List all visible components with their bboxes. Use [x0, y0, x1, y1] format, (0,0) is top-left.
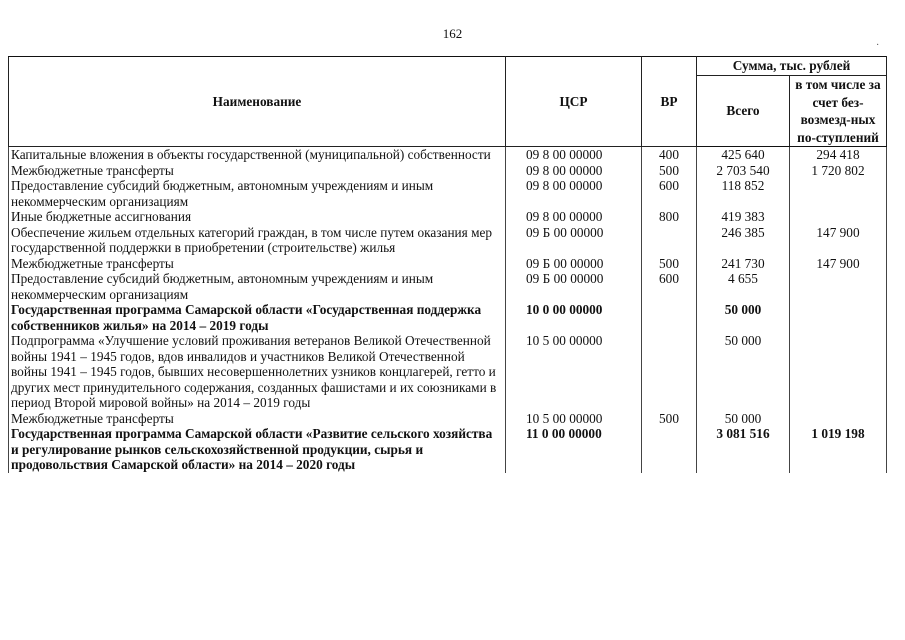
row-including [790, 302, 887, 333]
row-name: Государственная программа Самарской области «Развитие сельского хозяйства и регулирование рынков сельскохозяйственной продукции, сырья и продовольствия Самарской области» на 2014 – 2020 годы [9, 426, 506, 473]
row-including [790, 333, 887, 411]
table-row [9, 178, 887, 209]
row-name: Предоставление субсидий бюджетным, автономным учреждениям и иным некоммерческим организациям [9, 178, 506, 209]
row-including [790, 209, 887, 225]
row-total: 2 703 540 [697, 163, 790, 179]
header-vr: ВР [642, 57, 697, 147]
row-including: 294 418 [790, 147, 887, 163]
row-including: 1 019 198 [790, 426, 887, 473]
header-sum-group: Сумма, тыс. рублей [697, 57, 887, 76]
row-csr: 09 8 00 00000 [506, 163, 642, 179]
table-row [9, 333, 887, 411]
row-csr: 10 0 00 00000 [506, 302, 642, 333]
row-csr: 09 8 00 00000 [506, 178, 642, 209]
row-csr: 09 Б 00 00000 [506, 225, 642, 256]
budget-table [8, 56, 887, 473]
table-row [9, 302, 887, 333]
row-csr: 10 5 00 00000 [506, 411, 642, 427]
row-including [790, 271, 887, 302]
row-name: Капитальные вложения в объекты государственной (муниципальной) собственности [9, 147, 506, 163]
row-vr: 500 [642, 411, 697, 427]
row-csr: 11 0 00 00000 [506, 426, 642, 473]
row-csr: 09 Б 00 00000 [506, 271, 642, 302]
row-csr: 09 Б 00 00000 [506, 256, 642, 272]
page-number: 162 [442, 26, 463, 41]
table-row [9, 163, 887, 179]
row-vr [642, 302, 697, 333]
header-name: Наименование [9, 57, 506, 147]
row-name: Государственная программа Самарской области «Государственная поддержка собственников жилья» на 2014 – 2019 годы [9, 302, 506, 333]
header-including: в том числе за счет без-возмезд-ных по-ступлений [790, 76, 887, 147]
table-row [9, 426, 887, 473]
row-including [790, 411, 887, 427]
row-total: 3 081 516 [697, 426, 790, 473]
row-total: 425 640 [697, 147, 790, 163]
row-vr: 800 [642, 209, 697, 225]
table-row [9, 256, 887, 272]
table-row [9, 271, 887, 302]
header-total: Всего [697, 76, 790, 147]
table-row [9, 209, 887, 225]
row-vr [642, 225, 697, 256]
row-csr: 09 8 00 00000 [506, 209, 642, 225]
row-vr: 600 [642, 178, 697, 209]
row-including: 147 900 [790, 256, 887, 272]
header-csr: ЦСР [506, 57, 642, 147]
row-total: 246 385 [697, 225, 790, 256]
row-name: Обеспечение жильем отдельных категорий граждан, в том числе путем оказания мер государственной поддержки в приобретении (строительстве) жилья [9, 225, 506, 256]
row-name: Межбюджетные трансферты [9, 256, 506, 272]
table-body [9, 147, 887, 473]
row-name: Межбюджетные трансферты [9, 163, 506, 179]
row-name: Иные бюджетные ассигнования [9, 209, 506, 225]
table-row [9, 225, 887, 256]
row-total: 50 000 [697, 411, 790, 427]
row-total: 50 000 [697, 302, 790, 333]
row-vr: 500 [642, 163, 697, 179]
row-name: Подпрограмма «Улучшение условий проживания ветеранов Великой Отечественной войны 1941 – 1945 годов, вдов инвалидов и участников Великой Отечественной войны 1941 – 1945 годов, бывших несовершеннолетних узников концлагерей, гетто и других мест принудительного содержания, созданных фашистами и их союзниками в период Второй мировой войны» на 2014 – 2019 годы [9, 333, 506, 411]
row-including [790, 178, 887, 209]
row-vr: 400 [642, 147, 697, 163]
row-total: 118 852 [697, 178, 790, 209]
row-including: 1 720 802 [790, 163, 887, 179]
row-vr [642, 333, 697, 411]
row-csr: 10 5 00 00000 [506, 333, 642, 411]
row-total: 419 383 [697, 209, 790, 225]
row-csr: 09 8 00 00000 [506, 147, 642, 163]
row-total: 4 655 [697, 271, 790, 302]
row-vr: 600 [642, 271, 697, 302]
table-row [9, 147, 887, 163]
row-name: Предоставление субсидий бюджетным, автономным учреждениям и иным некоммерческим организациям [9, 271, 506, 302]
corner-mark: · [876, 40, 880, 51]
row-vr [642, 426, 697, 473]
table-row [9, 411, 887, 427]
row-total: 241 730 [697, 256, 790, 272]
row-vr: 500 [642, 256, 697, 272]
row-name: Межбюджетные трансферты [9, 411, 506, 427]
row-total: 50 000 [697, 333, 790, 411]
row-including: 147 900 [790, 225, 887, 256]
table-header [9, 57, 887, 147]
